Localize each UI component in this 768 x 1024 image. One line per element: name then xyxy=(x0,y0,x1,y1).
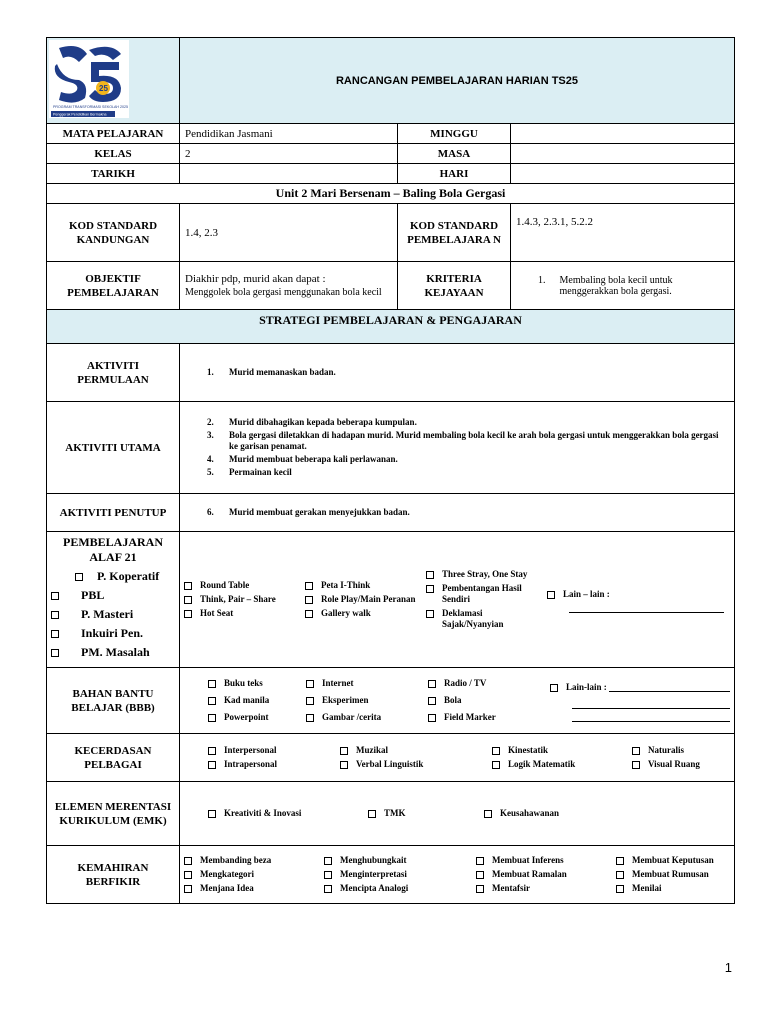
kecerdasan-row xyxy=(47,734,735,782)
pa21-option-label: PBL xyxy=(81,588,105,602)
checkbox-icon[interactable] xyxy=(368,810,376,818)
mata-pelajaran-label: MATA PELAJARAN xyxy=(47,124,180,144)
option-label: Muzikal xyxy=(356,745,389,755)
bbb-col-1 xyxy=(208,672,300,729)
aktiviti-utama-row xyxy=(47,402,735,494)
option-label: Naturalis xyxy=(648,745,684,755)
option-label: Eksperimen xyxy=(322,695,369,705)
option-gallery-walk[interactable] xyxy=(305,608,420,619)
option-visual-ruang[interactable] xyxy=(632,759,730,770)
kecerdasan-col-4 xyxy=(632,742,730,773)
option-label: Gallery walk xyxy=(321,608,371,618)
pa21-row xyxy=(47,532,735,668)
bbb-lain-lain-line-2[interactable] xyxy=(572,699,730,709)
pa21-option-pm-masalah[interactable] xyxy=(51,645,175,660)
pa21-col-4 xyxy=(547,586,730,613)
checkbox-icon[interactable] xyxy=(184,885,192,893)
unit-row xyxy=(47,184,735,204)
option-verbal-linguistik[interactable] xyxy=(340,759,486,770)
strategi-title: STRATEGI PEMBELAJARAN & PENGAJARAN xyxy=(47,310,735,344)
option-label: TMK xyxy=(384,808,406,818)
checkbox-icon[interactable] xyxy=(476,871,484,879)
pa21-option-inkuiri-pen[interactable] xyxy=(51,626,175,641)
strategi-row xyxy=(47,310,735,344)
option-label: Membuat Rumusan xyxy=(632,869,709,879)
minggu-value[interactable] xyxy=(511,124,735,144)
svg-text:25: 25 xyxy=(99,84,108,93)
emk-label: ELEMEN MERENTASI KURIKULUM (EMK) xyxy=(47,782,180,846)
pa21-option-p-masteri[interactable] xyxy=(51,607,175,622)
info-row-2 xyxy=(47,144,735,164)
kemahiran-col-2 xyxy=(324,852,470,897)
aktiviti-permulaan-list xyxy=(185,367,729,378)
checkbox-icon[interactable] xyxy=(51,592,59,600)
checkbox-icon[interactable] xyxy=(184,610,192,618)
option-membuat-ramalan[interactable] xyxy=(476,869,610,880)
checkbox-icon[interactable] xyxy=(208,714,216,722)
aktiviti-penutup-row xyxy=(47,494,735,532)
kriteria-cell[interactable] xyxy=(511,262,735,310)
option-kreativiti-inovasi[interactable] xyxy=(208,808,362,819)
option-keusahawanan[interactable] xyxy=(484,808,730,819)
option-label: Three Stray, One Stay xyxy=(442,569,528,579)
aktiviti-penutup-label: AKTIVITI PENUTUP xyxy=(47,494,180,532)
bbb-lain-lain-line-3[interactable] xyxy=(572,712,730,722)
checkbox-icon[interactable] xyxy=(484,810,492,818)
checkbox-icon[interactable] xyxy=(51,611,59,619)
checkbox-icon[interactable] xyxy=(340,761,348,769)
activity-item xyxy=(185,430,729,452)
bbb-col-2 xyxy=(306,672,422,729)
kelas-value[interactable]: 2 xyxy=(180,144,398,164)
kemahiran-col-3 xyxy=(476,852,610,897)
standards-row xyxy=(47,204,735,262)
kecerdasan-options-cell xyxy=(180,734,735,782)
kecerdasan-col-2 xyxy=(340,742,486,773)
option-label: Pembentangan Hasil Sendiri xyxy=(442,583,522,604)
ts25-logo-icon xyxy=(49,40,129,118)
checkbox-icon[interactable] xyxy=(476,857,484,865)
checkbox-icon[interactable] xyxy=(208,810,216,818)
logo-text-2: Penggerak Pendidikan Bermakna xyxy=(53,112,107,117)
checkbox-icon[interactable] xyxy=(184,582,192,590)
checkbox-icon[interactable] xyxy=(208,747,216,755)
option-three-stray-one-stay[interactable] xyxy=(426,569,541,580)
option-pembentangan-hasil-sendiri[interactable] xyxy=(426,583,541,605)
option-label: Gambar /cerita xyxy=(322,712,382,722)
option-label: Membuat Ramalan xyxy=(492,869,567,879)
option-gambar-cerita[interactable] xyxy=(306,712,422,723)
activity-item xyxy=(185,467,729,478)
activity-item-number: 4. xyxy=(207,454,214,464)
option-label: Interpersonal xyxy=(224,745,277,755)
aktiviti-permulaan-row xyxy=(47,344,735,402)
option-deklamasi-sajak-nyanyian[interactable] xyxy=(426,608,541,630)
activity-item-text: Murid membuat gerakan menyejukkan badan. xyxy=(229,507,410,517)
ksk-value[interactable]: 1.4, 2.3 xyxy=(180,204,398,262)
option-lain-lain[interactable] xyxy=(550,682,607,693)
activity-item-number: 1. xyxy=(207,367,214,377)
option-label: Logik Matematik xyxy=(508,759,576,769)
kecerdasan-col-1 xyxy=(208,742,334,773)
checkbox-icon[interactable] xyxy=(75,573,83,581)
kemahiran-col-1 xyxy=(184,852,318,897)
pa21-col-1 xyxy=(184,577,299,622)
option-label: Bola xyxy=(444,695,462,705)
bbb-col-4 xyxy=(550,679,730,722)
option-naturalis[interactable] xyxy=(632,745,730,756)
option-label: Membuat Keputusan xyxy=(632,855,714,865)
masa-label: MASA xyxy=(398,144,511,164)
bbb-options-cell xyxy=(180,668,735,734)
page-number: 1 xyxy=(724,960,732,975)
activity-item xyxy=(185,507,729,518)
option-label: Kreativiti & Inovasi xyxy=(224,808,302,818)
rph-page xyxy=(46,37,734,904)
page-title: RANCANGAN PEMBELAJARAN HARIAN TS25 xyxy=(180,38,735,124)
masa-value[interactable] xyxy=(511,144,735,164)
checkbox-icon[interactable] xyxy=(184,596,192,604)
info-row-1 xyxy=(47,124,735,144)
option-logik-matematik[interactable] xyxy=(492,759,626,770)
checkbox-icon[interactable] xyxy=(492,747,500,755)
kecerdasan-col-3 xyxy=(492,742,626,773)
option-label: Mentafsir xyxy=(492,883,530,893)
activity-item-number: 2. xyxy=(207,417,214,427)
pa21-option-p-koperatif[interactable] xyxy=(51,569,175,584)
option-mencipta-analogi[interactable] xyxy=(324,883,470,894)
checkbox-icon[interactable] xyxy=(305,596,313,604)
kriteria-num: 1. xyxy=(538,274,546,286)
kriteria-label: KRITERIA KEJAYAAN xyxy=(398,262,511,310)
option-label: Membanding beza xyxy=(200,855,272,865)
checkbox-icon[interactable] xyxy=(428,697,436,705)
pa21-col-3 xyxy=(426,566,541,633)
checkbox-icon[interactable] xyxy=(616,857,624,865)
aktiviti-utama-label: AKTIVITI UTAMA xyxy=(47,402,180,494)
activity-item xyxy=(185,367,729,378)
emk-item-kreativiti xyxy=(208,807,362,820)
checkbox-icon[interactable] xyxy=(547,591,555,599)
option-tmk[interactable] xyxy=(368,808,478,819)
checkbox-icon[interactable] xyxy=(616,871,624,879)
option-menjana-idea[interactable] xyxy=(184,883,318,894)
info-row-3 xyxy=(47,164,735,184)
checkbox-icon[interactable] xyxy=(632,761,640,769)
option-menghubungkait[interactable] xyxy=(324,855,470,866)
option-label: Kad manila xyxy=(224,695,270,705)
option-label: Deklamasi Sajak/Nyanyian xyxy=(442,608,504,629)
option-eksperimen[interactable] xyxy=(306,695,422,706)
option-mentafsir[interactable] xyxy=(476,883,610,894)
option-menilai[interactable] xyxy=(616,883,730,894)
activity-item-number: 3. xyxy=(207,430,214,440)
checkbox-icon[interactable] xyxy=(632,747,640,755)
aktiviti-penutup-cell[interactable] xyxy=(180,494,735,532)
checkbox-icon[interactable] xyxy=(340,747,348,755)
option-label: Buku teks xyxy=(224,678,263,688)
hari-label: HARI xyxy=(398,164,511,184)
checkbox-icon[interactable] xyxy=(208,680,216,688)
option-label: Verbal Linguistik xyxy=(356,759,424,769)
rph-table xyxy=(46,37,735,904)
activity-item-text: Bola gergasi diletakkan di hadapan murid. Murid membaling bola kecil ke arah bola gergasi untuk menggerakkan bola gergasi ke garisan penamat. xyxy=(229,430,719,451)
option-muzikal[interactable] xyxy=(340,745,486,756)
pa21-option-pbl[interactable] xyxy=(51,588,175,603)
emk-options-cell xyxy=(180,782,735,846)
option-label: Lain-lain : xyxy=(566,682,607,692)
header-row xyxy=(47,38,735,124)
pa21-option-label: PM. Masalah xyxy=(81,645,150,659)
option-label: Keusahawanan xyxy=(500,808,560,818)
option-label: Kinestatik xyxy=(508,745,549,755)
emk-item-tmk xyxy=(368,807,478,820)
option-field-marker[interactable] xyxy=(428,712,544,723)
option-mengkategori[interactable] xyxy=(184,869,318,880)
tarikh-label: TARIKH xyxy=(47,164,180,184)
pa21-label: PEMBELAJARAN ALAF 21 xyxy=(62,535,163,564)
bbb-label: BAHAN BANTU BELAJAR (BBB) xyxy=(47,668,180,734)
option-label: Hot Seat xyxy=(200,608,234,618)
ksp-value[interactable]: 1.4.3, 2.3.1, 5.2.2 xyxy=(511,204,735,262)
bbb-lain-lain-line-1[interactable] xyxy=(609,683,730,692)
aktiviti-utama-cell[interactable] xyxy=(180,402,735,494)
mata-pelajaran-value[interactable]: Pendidikan Jasmani xyxy=(180,124,398,144)
aktiviti-permulaan-label: AKTIVITI PERMULAAN xyxy=(47,344,180,402)
objektif-row xyxy=(47,262,735,310)
activity-item xyxy=(185,454,729,465)
option-label: Mengkategori xyxy=(200,869,254,879)
kemahiran-row xyxy=(47,846,735,904)
checkbox-icon[interactable] xyxy=(184,857,192,865)
bbb-lain-lain xyxy=(550,679,607,696)
logo-text-1: PROGRAM TRANSFORMASI SEKOLAH 2025 xyxy=(53,105,129,109)
pa21-label-cell xyxy=(47,532,180,668)
logo-cell xyxy=(47,38,180,124)
checkbox-icon[interactable] xyxy=(426,571,434,579)
option-buku-teks[interactable] xyxy=(208,678,300,689)
objektif-label: OBJEKTIF PEMBELAJARAN xyxy=(47,262,180,310)
kecerdasan-label: KECERDASAN PELBAGAI xyxy=(47,734,180,782)
option-label: Mencipta Analogi xyxy=(340,883,409,893)
option-intrapersonal[interactable] xyxy=(208,759,334,770)
activity-item-number: 5. xyxy=(207,467,214,477)
option-membanding-beza[interactable] xyxy=(184,855,318,866)
option-radio-tv[interactable] xyxy=(428,678,544,689)
checkbox-icon[interactable] xyxy=(324,857,332,865)
option-menginterpretasi[interactable] xyxy=(324,869,470,880)
checkbox-icon[interactable] xyxy=(184,871,192,879)
aktiviti-utama-list xyxy=(185,417,729,478)
activity-item-text: Permainan kecil xyxy=(229,467,292,477)
objektif-cell[interactable] xyxy=(180,262,398,310)
checkbox-icon[interactable] xyxy=(324,871,332,879)
option-membuat-rumusan[interactable] xyxy=(616,869,730,880)
checkbox-icon[interactable] xyxy=(305,610,313,618)
checkbox-icon[interactable] xyxy=(428,714,436,722)
checkbox-icon[interactable] xyxy=(51,630,59,638)
option-bola[interactable] xyxy=(428,695,544,706)
checkbox-icon[interactable] xyxy=(208,697,216,705)
pa21-lain-lain xyxy=(547,589,730,600)
option-kad-manila[interactable] xyxy=(208,695,300,706)
kriteria-text: Membaling bola kecil untuk menggerakkan bola gergasi. xyxy=(559,274,673,297)
kemahiran-options-cell xyxy=(180,846,735,904)
option-label: Menghubungkait xyxy=(340,855,407,865)
option-label: Menilai xyxy=(632,883,662,893)
option-round-table[interactable] xyxy=(184,580,299,591)
kemahiran-label: KEMAHIRAN BERFIKIR xyxy=(47,846,180,904)
option-membuat-inferens[interactable] xyxy=(476,855,610,866)
option-internet[interactable] xyxy=(306,678,422,689)
kelas-label: KELAS xyxy=(47,144,180,164)
option-label: Role Play/Main Peranan xyxy=(321,594,416,604)
option-label: Think, Pair – Share xyxy=(200,594,276,604)
option-hot-seat[interactable] xyxy=(184,608,299,619)
unit-title: Unit 2 Mari Bersenam – Baling Bola Gergasi xyxy=(47,184,735,204)
objektif-intro: Diakhir pdp, murid akan dapat : xyxy=(185,272,326,285)
pa21-option-label: P. Koperatif xyxy=(97,569,160,583)
objektif-text: Menggolek bola gergasi menggunakan bola kecil xyxy=(185,286,382,298)
checkbox-icon[interactable] xyxy=(476,885,484,893)
pa21-option-label: P. Masteri xyxy=(81,607,134,621)
option-membuat-keputusan[interactable] xyxy=(616,855,730,866)
option-powerpoint[interactable] xyxy=(208,712,300,723)
option-label: Visual Ruang xyxy=(648,759,700,769)
option-label: Powerpoint xyxy=(224,712,269,722)
checkbox-icon[interactable] xyxy=(550,684,558,692)
activity-item-number: 6. xyxy=(207,507,214,517)
activity-item-text: Murid dibahagikan kepada beberapa kumpulan. xyxy=(229,417,417,427)
option-interpersonal[interactable] xyxy=(208,745,334,756)
checkbox-icon[interactable] xyxy=(51,649,59,657)
checkbox-icon[interactable] xyxy=(428,680,436,688)
option-peta-i-think[interactable] xyxy=(305,580,420,591)
checkbox-icon[interactable] xyxy=(324,885,332,893)
option-label: Internet xyxy=(322,678,354,688)
checkbox-icon[interactable] xyxy=(306,714,314,722)
pa21-lain-lain-line[interactable] xyxy=(569,603,724,613)
minggu-label: MINGGU xyxy=(398,124,511,144)
activity-item-text: Murid membuat beberapa kali perlawanan. xyxy=(229,454,398,464)
option-role-play-main-peranan[interactable] xyxy=(305,594,420,605)
option-label: Menginterpretasi xyxy=(340,869,407,879)
pa21-side-list xyxy=(51,569,175,660)
option-think-pair-share[interactable] xyxy=(184,594,299,605)
ksk-label: KOD STANDARD KANDUNGAN xyxy=(47,204,180,262)
pa21-col-2 xyxy=(305,577,420,622)
kemahiran-col-4 xyxy=(616,852,730,897)
ksp-label: KOD STANDARD PEMBELAJARA N xyxy=(398,204,511,262)
option-label: Round Table xyxy=(200,580,250,590)
option-lain-lain[interactable] xyxy=(547,589,730,600)
option-label: Intrapersonal xyxy=(224,759,278,769)
option-label: Membuat Inferens xyxy=(492,855,564,865)
bbb-col-3 xyxy=(428,672,544,729)
checkbox-icon[interactable] xyxy=(306,680,314,688)
pa21-options-cell xyxy=(180,532,735,668)
option-label: Field Marker xyxy=(444,712,496,722)
checkbox-icon[interactable] xyxy=(426,610,434,618)
checkbox-icon[interactable] xyxy=(426,585,434,593)
checkbox-icon[interactable] xyxy=(306,697,314,705)
option-label: Lain – lain : xyxy=(563,589,610,599)
tarikh-value[interactable] xyxy=(180,164,398,184)
checkbox-icon[interactable] xyxy=(208,761,216,769)
pa21-option-label: Inkuiri Pen. xyxy=(81,626,144,640)
option-label: Radio / TV xyxy=(444,678,487,688)
hari-value[interactable] xyxy=(511,164,735,184)
checkbox-icon[interactable] xyxy=(616,885,624,893)
checkbox-icon[interactable] xyxy=(492,761,500,769)
aktiviti-permulaan-cell[interactable] xyxy=(180,344,735,402)
bbb-row xyxy=(47,668,735,734)
option-label: Menjana Idea xyxy=(200,883,254,893)
emk-row xyxy=(47,782,735,846)
activity-item-text: Murid memanaskan badan. xyxy=(229,367,336,377)
aktiviti-penutup-list xyxy=(185,507,729,518)
checkbox-icon[interactable] xyxy=(305,582,313,590)
option-label: Peta I-Think xyxy=(321,580,371,590)
emk-item-keusahawanan xyxy=(484,807,730,820)
option-kinestatik[interactable] xyxy=(492,745,626,756)
activity-item xyxy=(185,417,729,428)
